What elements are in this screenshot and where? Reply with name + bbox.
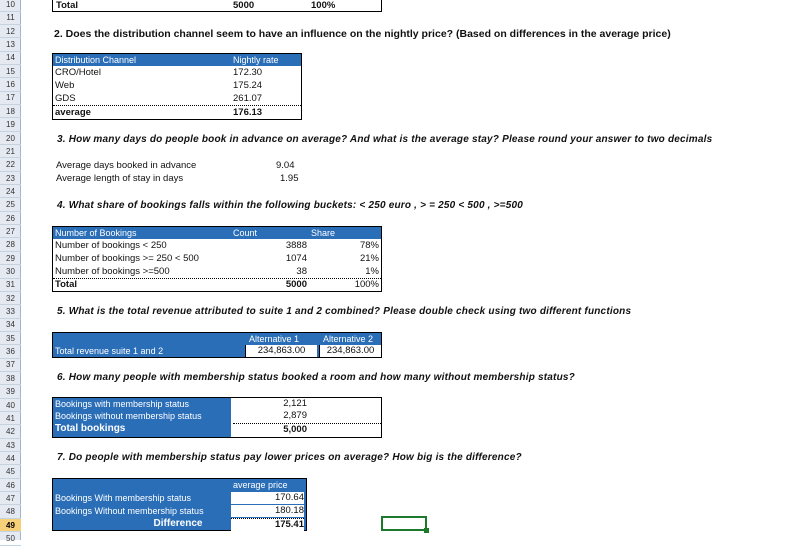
- row-number[interactable]: 14: [0, 51, 21, 65]
- rate-cro-hotel[interactable]: 172.30: [233, 67, 263, 78]
- bucket-share[interactable]: 1%: [365, 266, 379, 277]
- bookings-bucket-table: [52, 226, 382, 292]
- question-2[interactable]: 2. Does the distribution channel seem to have an influence on the nightly price? (Based on differences in the average price): [54, 28, 671, 40]
- row-number[interactable]: 39: [0, 385, 21, 399]
- col-alternative-1[interactable]: Alternative 1: [249, 334, 300, 344]
- bucket-label[interactable]: Number of bookings < 250: [55, 240, 167, 251]
- question-6[interactable]: 6. How many people with membership status booked a room and how many without membership status?: [57, 372, 575, 383]
- row-number[interactable]: 35: [0, 332, 21, 346]
- prior-total-row: [52, 0, 382, 12]
- row-number[interactable]: 33: [0, 305, 21, 319]
- col-nightly-rate[interactable]: Nightly rate: [233, 55, 279, 65]
- bucket-share[interactable]: 78%: [359, 240, 379, 251]
- row-number[interactable]: 19: [0, 118, 21, 132]
- channel-web[interactable]: Web: [55, 80, 75, 91]
- row-number[interactable]: 45: [0, 465, 21, 479]
- row-number[interactable]: 23: [0, 172, 21, 186]
- col-number-of-bookings[interactable]: Number of Bookings: [55, 228, 137, 238]
- row-number[interactable]: 25: [0, 198, 21, 212]
- total-bookings-value[interactable]: 5,000: [283, 424, 307, 435]
- average-label[interactable]: average: [55, 107, 91, 118]
- stay-label[interactable]: Average length of stay in days: [56, 173, 184, 184]
- row-number[interactable]: 41: [0, 412, 21, 426]
- row-number[interactable]: 46: [0, 479, 21, 493]
- row-number[interactable]: 10: [0, 0, 21, 12]
- row-number[interactable]: 28: [0, 238, 21, 252]
- row-number[interactable]: 24: [0, 185, 21, 199]
- channel-cro-hotel[interactable]: CRO/Hotel: [55, 67, 101, 78]
- row-number[interactable]: 21: [0, 145, 21, 159]
- revenue-alt1-value[interactable]: 234,863.00: [245, 345, 317, 357]
- bucket-total-label[interactable]: Total: [55, 279, 77, 290]
- bucket-count[interactable]: 1074: [285, 253, 307, 264]
- rate-gds[interactable]: 261.07: [233, 93, 263, 104]
- revenue-table: [52, 332, 382, 358]
- row-header-column[interactable]: [0, 0, 21, 543]
- row-number[interactable]: 49: [0, 519, 21, 533]
- col-alternative-2[interactable]: Alternative 2: [323, 334, 374, 344]
- rate-web[interactable]: 175.24: [233, 80, 263, 91]
- row-number[interactable]: 22: [0, 158, 21, 172]
- bucket-label[interactable]: Number of bookings >=500: [55, 266, 170, 277]
- average-value[interactable]: 176.13: [233, 107, 263, 118]
- row-number[interactable]: 26: [0, 212, 21, 226]
- col-share[interactable]: Share: [311, 228, 336, 238]
- active-cell-selection[interactable]: [381, 516, 427, 531]
- advance-label[interactable]: Average days booked in advance: [56, 160, 197, 171]
- question-3[interactable]: 3. How many days do people book in advance on average? And what is the average stay? Please round your answer to two decimals: [57, 134, 713, 145]
- question-5[interactable]: 5. What is the total revenue attributed to suite 1 and 2 combined? Please double check using two different functions: [57, 306, 632, 317]
- row-number[interactable]: 43: [0, 439, 21, 453]
- prior-total-share[interactable]: 100%: [311, 0, 336, 11]
- membership-count-table: [52, 397, 382, 438]
- difference-value[interactable]: 175.41: [231, 518, 304, 531]
- row-number[interactable]: 12: [0, 25, 21, 39]
- bucket-total-count[interactable]: 5000: [285, 279, 307, 290]
- membership-label-band: [53, 398, 231, 437]
- divider: [53, 278, 381, 279]
- without-membership-label[interactable]: Bookings without membership status: [55, 411, 202, 421]
- bucket-count[interactable]: 38: [296, 266, 307, 277]
- bucket-share[interactable]: 21%: [359, 253, 379, 264]
- row-number[interactable]: 37: [0, 358, 21, 372]
- row-number[interactable]: 38: [0, 372, 21, 386]
- row-number[interactable]: 34: [0, 318, 21, 332]
- row-number[interactable]: 48: [0, 505, 21, 519]
- total-bookings-label[interactable]: Total bookings: [55, 423, 126, 434]
- price-without-label[interactable]: Bookings Without membership status: [55, 506, 204, 516]
- row-number[interactable]: 18: [0, 105, 21, 119]
- row-number[interactable]: 50: [0, 532, 21, 546]
- row-number[interactable]: 27: [0, 225, 21, 239]
- row-number[interactable]: 16: [0, 78, 21, 92]
- row-number[interactable]: 17: [0, 91, 21, 105]
- revenue-label[interactable]: Total revenue suite 1 and 2: [55, 346, 164, 356]
- revenue-alt2-value[interactable]: 234,863.00: [319, 345, 381, 357]
- col-count[interactable]: Count: [233, 228, 258, 238]
- distribution-channel-table: [52, 53, 302, 120]
- bucket-table-header: [53, 227, 381, 239]
- difference-label[interactable]: Difference: [153, 518, 203, 529]
- row-number[interactable]: 32: [0, 292, 21, 306]
- row-number[interactable]: 15: [0, 65, 21, 79]
- stay-value[interactable]: 1.95: [280, 173, 299, 184]
- bucket-total-share[interactable]: 100%: [354, 279, 379, 290]
- row-number[interactable]: 40: [0, 399, 21, 413]
- question-7[interactable]: 7. Do people with membership status pay lower prices on average? How big is the difference?: [57, 452, 522, 463]
- row-number[interactable]: 11: [0, 11, 21, 25]
- row-number[interactable]: 29: [0, 252, 21, 266]
- row-number[interactable]: 13: [0, 38, 21, 52]
- price-with-value[interactable]: 170.64: [231, 492, 304, 504]
- row-number[interactable]: 47: [0, 492, 21, 506]
- row-number[interactable]: 42: [0, 425, 21, 439]
- price-without-value[interactable]: 180.18: [231, 505, 304, 517]
- row-number[interactable]: 31: [0, 278, 21, 292]
- col-distribution-channel[interactable]: Distribution Channel: [55, 55, 137, 65]
- channel-gds[interactable]: GDS: [55, 93, 76, 104]
- prior-total-count[interactable]: 5000: [233, 0, 255, 11]
- col-average-price[interactable]: average price: [233, 480, 288, 490]
- row-number[interactable]: 44: [0, 452, 21, 466]
- without-membership-value[interactable]: 2,879: [283, 410, 307, 421]
- prior-total-label[interactable]: Total: [56, 0, 78, 11]
- row-number[interactable]: 20: [0, 132, 21, 146]
- membership-price-table: [52, 478, 307, 531]
- bucket-label[interactable]: Number of bookings >= 250 < 500: [55, 253, 199, 264]
- divider: [53, 105, 301, 106]
- price-with-label[interactable]: Bookings With membership status: [55, 493, 192, 503]
- distribution-table-header: [53, 54, 301, 66]
- with-membership-value[interactable]: 2,121: [283, 398, 307, 409]
- row-number[interactable]: 30: [0, 265, 21, 279]
- question-4[interactable]: 4. What share of bookings falls within the following buckets: < 250 euro , > = 250 < 500 , >=500: [57, 200, 524, 211]
- with-membership-label[interactable]: Bookings with membership status: [55, 399, 190, 409]
- bucket-count[interactable]: 3888: [285, 240, 307, 251]
- row-number[interactable]: 36: [0, 345, 21, 359]
- advance-value[interactable]: 9.04: [276, 160, 295, 171]
